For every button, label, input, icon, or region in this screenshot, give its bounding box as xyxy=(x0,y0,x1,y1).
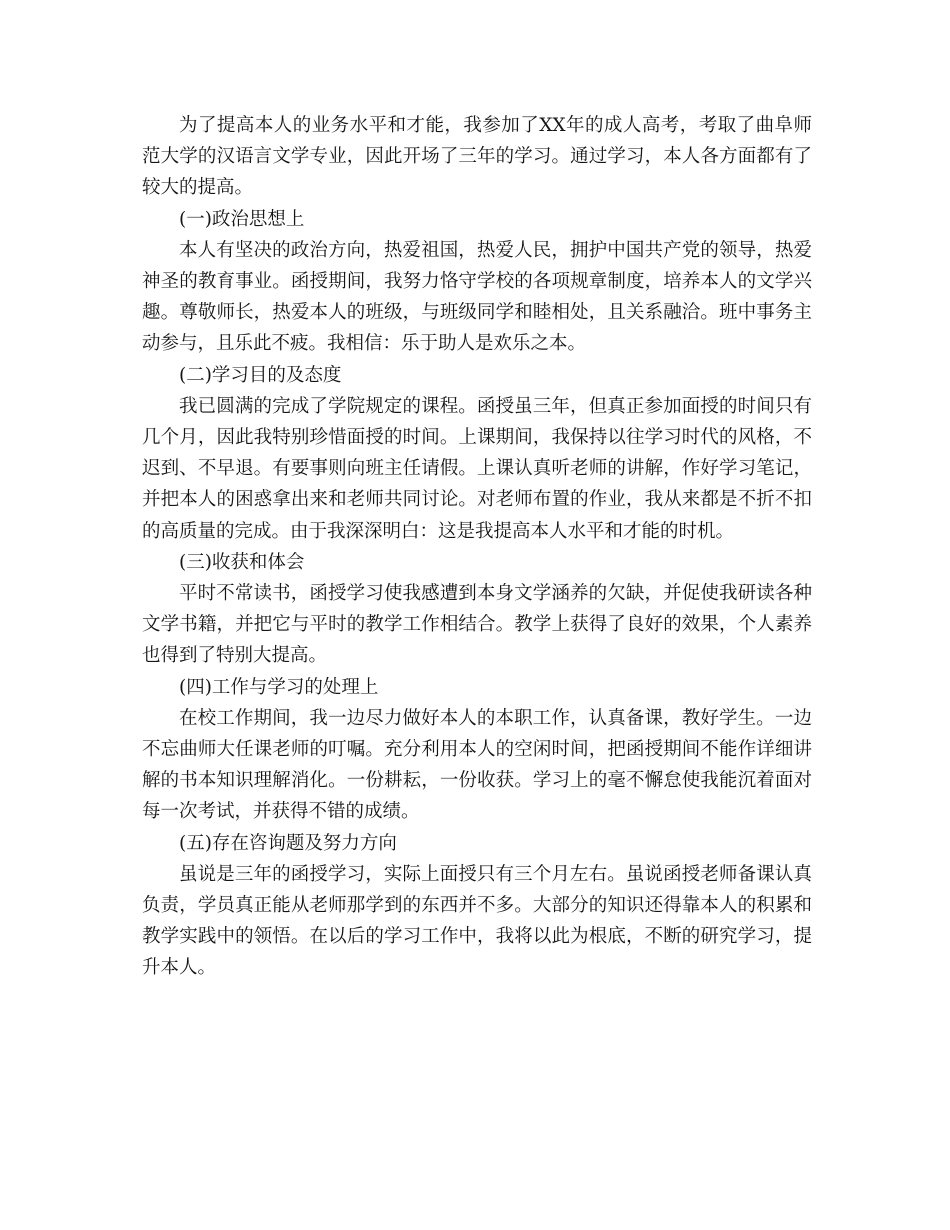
section-heading-gains: (三)收获和体会 xyxy=(179,551,305,573)
gains-paragraph: 平时不常读书，函授学习使我感遭到本身文学涵养的欠缺，并促使我研读各种文学书籍，并把它与平时的教学工作相结合。教学上获得了良好的效果，个人素养也得到了特别大提高。 xyxy=(142,583,812,667)
section-heading-work-study: (四)工作与学习的处理上 xyxy=(179,676,379,698)
section-heading-problems: (五)存在咨询题及努力方向 xyxy=(179,832,397,854)
work-study-paragraph: 在校工作期间，我一边尽力做好本人的本职工作，认真备课，教好学生。一边不忘曲师大任课老师的叮嘱。充分利用本人的空闲时间，把函授期间不能作详细讲解的书本知识理解消化。一份耕耘，一份收获。学习上的毫不懈怠使我能沉着面对每一次考试，并获得不错的成绩。 xyxy=(142,707,812,823)
section-heading-politics: (一)政治思想上 xyxy=(179,208,305,230)
politics-paragraph: 本人有坚决的政治方向，热爱祖国，热爱人民，拥护中国共产党的领导，热爱神圣的教育事业。函授期间，我努力恪守学校的各项规章制度，培养本人的文学兴趣。尊敬师长，热爱本人的班级，与班级同学和睦相处，且关系融洽。班中事务主动参与，且乐此不疲。我相信：乐于助人是欢乐之本。 xyxy=(142,239,812,355)
section-heading-study-attitude: (二)学习目的及态度 xyxy=(179,364,342,386)
problems-paragraph: 虽说是三年的函授学习，实际上面授只有三个月左右。虽说函授老师备课认真负责，学员真正能从老师那学到的东西并不多。大部分的知识还得靠本人的积累和教学实践中的领悟。在以后的学习工作中，我将以此为根底，不断的研究学习，提升本人。 xyxy=(142,863,812,979)
document-page xyxy=(142,110,812,984)
intro-paragraph: 为了提高本人的业务水平和才能，我参加了XX年的成人高考，考取了曲阜师范大学的汉语言文学专业，因此开场了三年的学习。通过学习，本人各方面都有了较大的提高。 xyxy=(142,115,812,199)
study-attitude-paragraph: 我已圆满的完成了学院规定的课程。函授虽三年，但真正参加面授的时间只有几个月，因此我特别珍惜面授的时间。上课期间，我保持以往学习时代的风格，不迟到、不早退。有要事则向班主任请假。上课认真听老师的讲解，作好学习笔记，并把本人的困惑拿出来和老师共同讨论。对老师布置的作业，我从来都是不折不扣的高质量的完成。由于我深深明白：这是我提高本人水平和才能的时机。 xyxy=(142,395,812,542)
